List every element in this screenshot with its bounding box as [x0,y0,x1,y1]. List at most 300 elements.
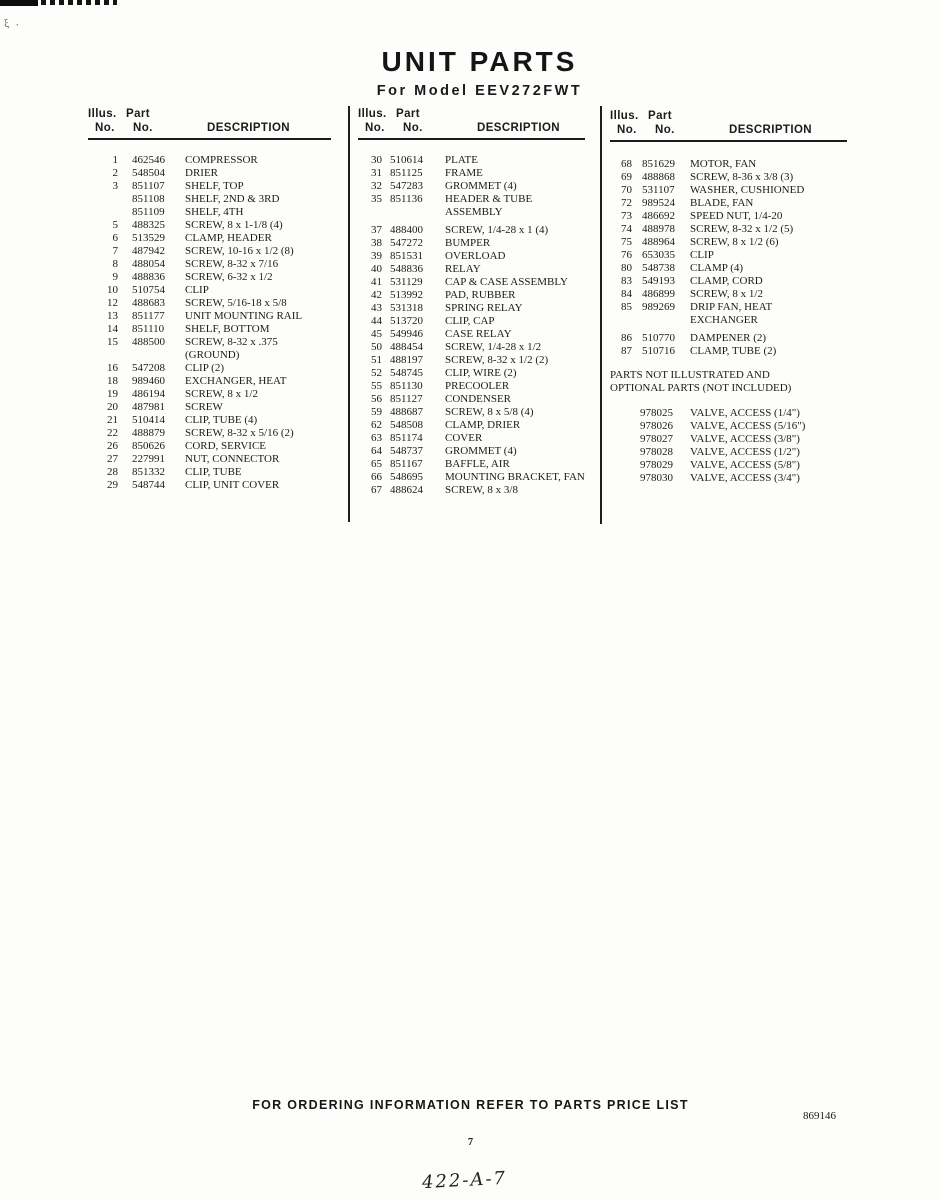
illus-no: 7 [112,245,118,257]
part-no: 851177 [132,310,165,322]
part-no: 851107 [132,180,165,192]
part-no: 851109 [132,206,165,218]
column-divider-1 [348,106,350,522]
part-row [358,393,592,406]
part-row [88,245,338,258]
illus-no: 10 [107,284,118,296]
part-description: UNIT MOUNTING RAIL [185,310,303,322]
part-no: 851130 [390,380,423,392]
document-number: 869146 [803,1110,836,1122]
part-no: 487942 [132,245,165,257]
part-description: SCREW, 8-32 x .375 [185,336,278,348]
part-row [358,432,592,445]
part-row [358,419,592,432]
part-description: SCREW, 10-16 x 1/2 (8) [185,245,294,257]
part-row [88,232,338,245]
part-row [610,249,854,262]
part-no: 851629 [642,158,675,170]
part-row [88,453,338,466]
part-no: 548744 [132,479,165,491]
part-row [358,180,592,193]
part-row [88,284,338,297]
header-illus: Illus. [358,108,387,120]
part-description: GROMMET (4) [445,180,517,192]
part-row [358,471,592,484]
part-description: DRIP FAN, HEAT [690,301,773,313]
illus-no: 27 [107,453,118,465]
part-description: CLAMP (4) [690,262,744,274]
part-description: BLADE, FAN [690,197,754,209]
illus-no: 26 [107,440,118,452]
part-row [88,466,338,479]
parts-rows [610,158,854,358]
part-row [358,341,592,354]
part-no: 488683 [132,297,165,309]
part-description: CLAMP, CORD [690,275,763,287]
illus-no: 15 [107,336,118,348]
part-row [610,332,854,345]
header-no: No. [617,124,637,136]
model-subtitle: For Model EEV272FWT [376,83,583,99]
illus-no [88,206,118,219]
part-row [88,375,338,388]
part-no: 851136 [390,193,423,205]
scan-artifact-dashes [41,0,117,5]
part-row [88,362,338,375]
part-no: 547208 [132,362,165,374]
part-no: 488836 [132,271,165,283]
illus-no: 69 [621,171,632,183]
part-row [88,180,338,193]
page-number: 7 [467,1137,474,1148]
scan-smudge: ξ . [3,15,22,31]
illus-no: 42 [371,289,382,301]
illus-no: 74 [621,223,632,235]
part-row [358,289,592,302]
illus-no: 37 [371,224,382,236]
illus-no: 63 [371,432,382,444]
part-description: VALVE, ACCESS (5/16") [690,420,806,432]
part-description: SPRING RELAY [445,302,523,314]
part-row [610,236,854,249]
part-description: SCREW, 5/16-18 x 5/8 [185,297,287,309]
illus-no: 65 [371,458,382,470]
part-row [88,323,338,336]
part-row [358,484,592,497]
part-description: DAMPENER (2) [690,332,767,344]
illus-no: 18 [107,375,118,387]
part-no: 486194 [132,388,165,400]
part-row [358,458,592,471]
part-description: CLIP, TUBE (4) [185,414,258,426]
part-row [358,224,592,237]
part-no: 851332 [132,466,165,478]
illus-no: 1 [112,154,118,166]
column-header [610,109,854,142]
part-description: SCREW, 6-32 x 1/2 [185,271,273,283]
part-description: CLIP, CAP [445,315,495,327]
illus-no: 30 [371,154,382,166]
part-no: 531129 [390,276,423,288]
scan-artifact-bar [0,0,38,6]
part-no: 548738 [642,262,675,274]
part-row [358,167,592,180]
part-no: 510716 [642,345,675,357]
column-header [358,107,592,140]
part-description: VALVE, ACCESS (3/4") [690,472,800,484]
part-description: EXCHANGER [690,314,758,326]
part-no: 488325 [132,219,165,231]
part-no: 488964 [642,236,675,248]
part-description: VALVE, ACCESS (5/8") [690,459,800,471]
part-description: OVERLOAD [445,250,506,262]
part-description: CLAMP, TUBE (2) [690,345,777,357]
part-no: 488624 [390,484,423,496]
part-no: 486692 [642,210,675,222]
part-row [358,154,592,167]
part-description: CLIP, TUBE [185,466,242,478]
part-no: 549193 [642,275,675,287]
part-description: HEADER & TUBE [445,193,533,205]
part-description: PLATE [445,154,478,166]
illus-no: 72 [621,197,632,209]
part-row [358,315,592,328]
illus-no: 50 [371,341,382,353]
illus-no: 40 [371,263,382,275]
part-no: 851110 [132,323,165,335]
illus-no: 66 [371,471,382,483]
part-no [642,314,686,327]
part-row [610,197,854,210]
part-row [358,367,592,380]
part-row [358,406,592,419]
part-no: 548737 [390,445,423,457]
part-description: SCREW, 8 x 1/2 [690,288,763,300]
header-description: DESCRIPTION [477,122,560,134]
part-row [610,158,854,171]
part-no: 510754 [132,284,165,296]
optional-part-row [610,407,854,420]
part-description: EXCHANGER, HEAT [185,375,287,387]
column-divider-2 [600,106,602,524]
illus-no: 9 [112,271,118,283]
part-row [358,328,592,341]
part-description: SCREW, 8 x 1-1/8 (4) [185,219,283,231]
part-no: 851127 [390,393,423,405]
part-no: 488868 [642,171,675,183]
part-no: 978026 [640,420,673,432]
part-row [88,258,338,271]
part-no: 531318 [390,302,423,314]
part-row [358,250,592,263]
page-title: UNIT PARTS [381,46,578,77]
part-description: SCREW, 1/4-28 x 1 (4) [445,224,549,236]
part-no: 851125 [390,167,423,179]
part-row [610,184,854,197]
not-illustrated-heading [610,369,854,395]
part-description: SCREW, 8-32 x 1/2 (5) [690,223,794,235]
part-description: (GROUND) [185,349,240,361]
illus-no: 87 [621,345,632,357]
illus-no: 35 [371,193,382,205]
part-row [610,314,854,327]
part-row [88,388,338,401]
part-description: COVER [445,432,483,444]
part-no: 548504 [132,167,165,179]
illus-no: 39 [371,250,382,262]
header-no: No. [365,122,385,134]
part-description: SCREW, 8-32 x 1/2 (2) [445,354,549,366]
part-no: 488687 [390,406,423,418]
part-no: 227991 [132,453,165,465]
illus-no: 41 [371,276,382,288]
part-no: 548836 [390,263,423,275]
part-description: DRIER [185,167,218,179]
header-rule [88,138,331,140]
illus-no [88,349,118,362]
part-description: CLAMP, DRIER [445,419,521,431]
part-description: PRECOOLER [445,380,510,392]
part-row [88,271,338,284]
part-description: SCREW, 8 x 1/2 (6) [690,236,779,248]
part-no: 989524 [642,197,675,209]
illus-no: 32 [371,180,382,192]
part-no: 549946 [390,328,423,340]
part-description: SCREW, 8 x 3/8 [445,484,518,496]
part-description: SHELF, 4TH [185,206,244,218]
part-row [610,210,854,223]
illus-no: 75 [621,236,632,248]
part-no: 548745 [390,367,423,379]
part-no: 462546 [132,154,165,166]
illus-no: 8 [112,258,118,270]
part-no: 510414 [132,414,165,426]
parts-column-2 [358,107,592,497]
part-description: BAFFLE, AIR [445,458,510,470]
part-row [88,336,338,349]
illus-no: 52 [371,367,382,379]
part-no: 513720 [390,315,423,327]
illus-no: 43 [371,302,382,314]
part-description: SCREW, 8-32 x 5/16 (2) [185,427,294,439]
part-no: 487981 [132,401,165,413]
part-no: 488054 [132,258,165,270]
illus-no: 6 [112,232,118,244]
part-description: SHELF, BOTTOM [185,323,270,335]
part-row [358,237,592,250]
part-no: 851174 [390,432,423,444]
illus-no: 80 [621,262,632,274]
part-no: 531107 [642,184,675,196]
part-no: 978027 [640,433,673,445]
part-row [610,223,854,236]
illus-no: 45 [371,328,382,340]
part-description: VALVE, ACCESS (1/4") [690,407,800,419]
header-illus: Illus. [610,110,639,122]
part-row [88,349,338,362]
part-no: 486899 [642,288,675,300]
part-description: SCREW [185,401,223,413]
illus-no: 51 [371,354,382,366]
illus-no: 68 [621,158,632,170]
not-illustrated-section [610,369,854,485]
illus-no [610,314,632,327]
part-no: 850626 [132,440,165,452]
illus-no [358,206,382,219]
part-description: PAD, RUBBER [445,289,516,301]
illus-no: 76 [621,249,632,261]
part-no: 547283 [390,180,423,192]
part-description: VALVE, ACCESS (3/8") [690,433,800,445]
part-description: CLIP (2) [185,362,225,374]
part-description: CLIP, UNIT COVER [185,479,280,491]
part-row [88,154,338,167]
part-row [88,479,338,492]
part-row [610,171,854,184]
header-no: No. [133,122,153,134]
illus-no: 62 [371,419,382,431]
part-no: 989460 [132,375,165,387]
illus-no: 67 [371,484,382,496]
part-row [610,262,854,275]
ordering-note: FOR ORDERING INFORMATION REFER TO PARTS PRICE LIST [252,1098,689,1112]
part-description: CLAMP, HEADER [185,232,272,244]
illus-no: 12 [107,297,118,309]
part-row [88,193,338,206]
part-no: 851531 [390,250,423,262]
part-no: 989269 [642,301,675,313]
part-description: COMPRESSOR [185,154,258,166]
part-row [358,193,592,206]
illus-no: 38 [371,237,382,249]
part-no: 978030 [640,472,673,484]
part-description: MOTOR, FAN [690,158,757,170]
illus-no: 70 [621,184,632,196]
part-no: 488500 [132,336,165,348]
part-row [88,427,338,440]
part-no: 978025 [640,407,673,419]
illus-no: 5 [112,219,118,231]
parts-rows [358,154,592,497]
header-no: No. [655,124,675,136]
illus-no: 14 [107,323,118,335]
header-part: Part [396,108,420,120]
illus-no: 73 [621,210,632,222]
part-row [88,206,338,219]
part-description: MOUNTING BRACKET, FAN [445,471,585,483]
part-row [88,401,338,414]
part-row [358,263,592,276]
not-illustrated-rows [610,407,854,485]
illus-no: 56 [371,393,382,405]
part-row [358,354,592,367]
part-description: SCREW, 8-32 x 7/16 [185,258,279,270]
illus-no: 19 [107,388,118,400]
not-illustrated-heading-line1: PARTS NOT ILLUSTRATED AND [610,369,770,381]
illus-no: 13 [107,310,118,322]
part-description: CASE RELAY [445,328,512,340]
part-no: 547272 [390,237,423,249]
header-no: No. [95,122,115,134]
parts-column-1 [88,107,338,492]
part-description: SCREW, 8-36 x 3/8 (3) [690,171,794,183]
part-row [610,345,854,358]
part-description: SCREW, 1/4-28 x 1/2 [445,341,542,353]
optional-part-row [610,433,854,446]
part-description: CLIP [185,284,209,296]
header-description: DESCRIPTION [729,124,812,136]
illus-no: 16 [107,362,118,374]
part-description: BUMPER [445,237,491,249]
part-description: WASHER, CUSHIONED [690,184,805,196]
part-row [358,276,592,289]
part-row [88,167,338,180]
part-row [358,380,592,393]
parts-column-3 [610,109,854,485]
part-no: 488879 [132,427,165,439]
part-description: ASSEMBLY [445,206,503,218]
illus-no: 3 [112,180,118,192]
illus-no: 29 [107,479,118,491]
header-part: Part [648,110,672,122]
part-row [358,206,592,219]
part-no: 548695 [390,471,423,483]
part-row [610,288,854,301]
part-description: CORD, SERVICE [185,440,267,452]
part-description: SHELF, TOP [185,180,244,192]
part-description: NUT, CONNECTOR [185,453,280,465]
part-row [88,219,338,232]
part-row [610,301,854,314]
part-no: 488978 [642,223,675,235]
optional-part-row [610,420,854,433]
header-part: Part [126,108,150,120]
illus-no: 59 [371,406,382,418]
part-no: 978028 [640,446,673,458]
illus-no: 85 [621,301,632,313]
part-no: 488454 [390,341,423,353]
part-description: CAP & CASE ASSEMBLY [445,276,568,288]
header-description: DESCRIPTION [207,122,290,134]
part-row [358,302,592,315]
part-no: 510614 [390,154,423,166]
part-description: CLIP [690,249,714,261]
illus-no: 20 [107,401,118,413]
part-no: 653035 [642,249,675,261]
header-rule [610,140,847,142]
part-description: SCREW, 8 x 5/8 (4) [445,406,534,418]
part-description: SPEED NUT, 1/4-20 [690,210,783,222]
illus-no: 83 [621,275,632,287]
part-row [88,414,338,427]
part-no [132,349,182,362]
illus-no: 31 [371,167,382,179]
part-no: 510770 [642,332,675,344]
header-rule [358,138,585,140]
part-no: 978029 [640,459,673,471]
part-description: SHELF, 2ND & 3RD [185,193,280,205]
illus-no: 28 [107,466,118,478]
part-description: CLIP, WIRE (2) [445,367,517,379]
illus-no: 84 [621,288,632,300]
part-description: VALVE, ACCESS (1/2") [690,446,800,458]
illus-no: 86 [621,332,632,344]
part-no: 488197 [390,354,423,366]
illus-no [88,193,118,206]
column-header [88,107,338,140]
part-row [88,297,338,310]
not-illustrated-heading-line2: OPTIONAL PARTS (NOT INCLUDED) [610,382,792,394]
